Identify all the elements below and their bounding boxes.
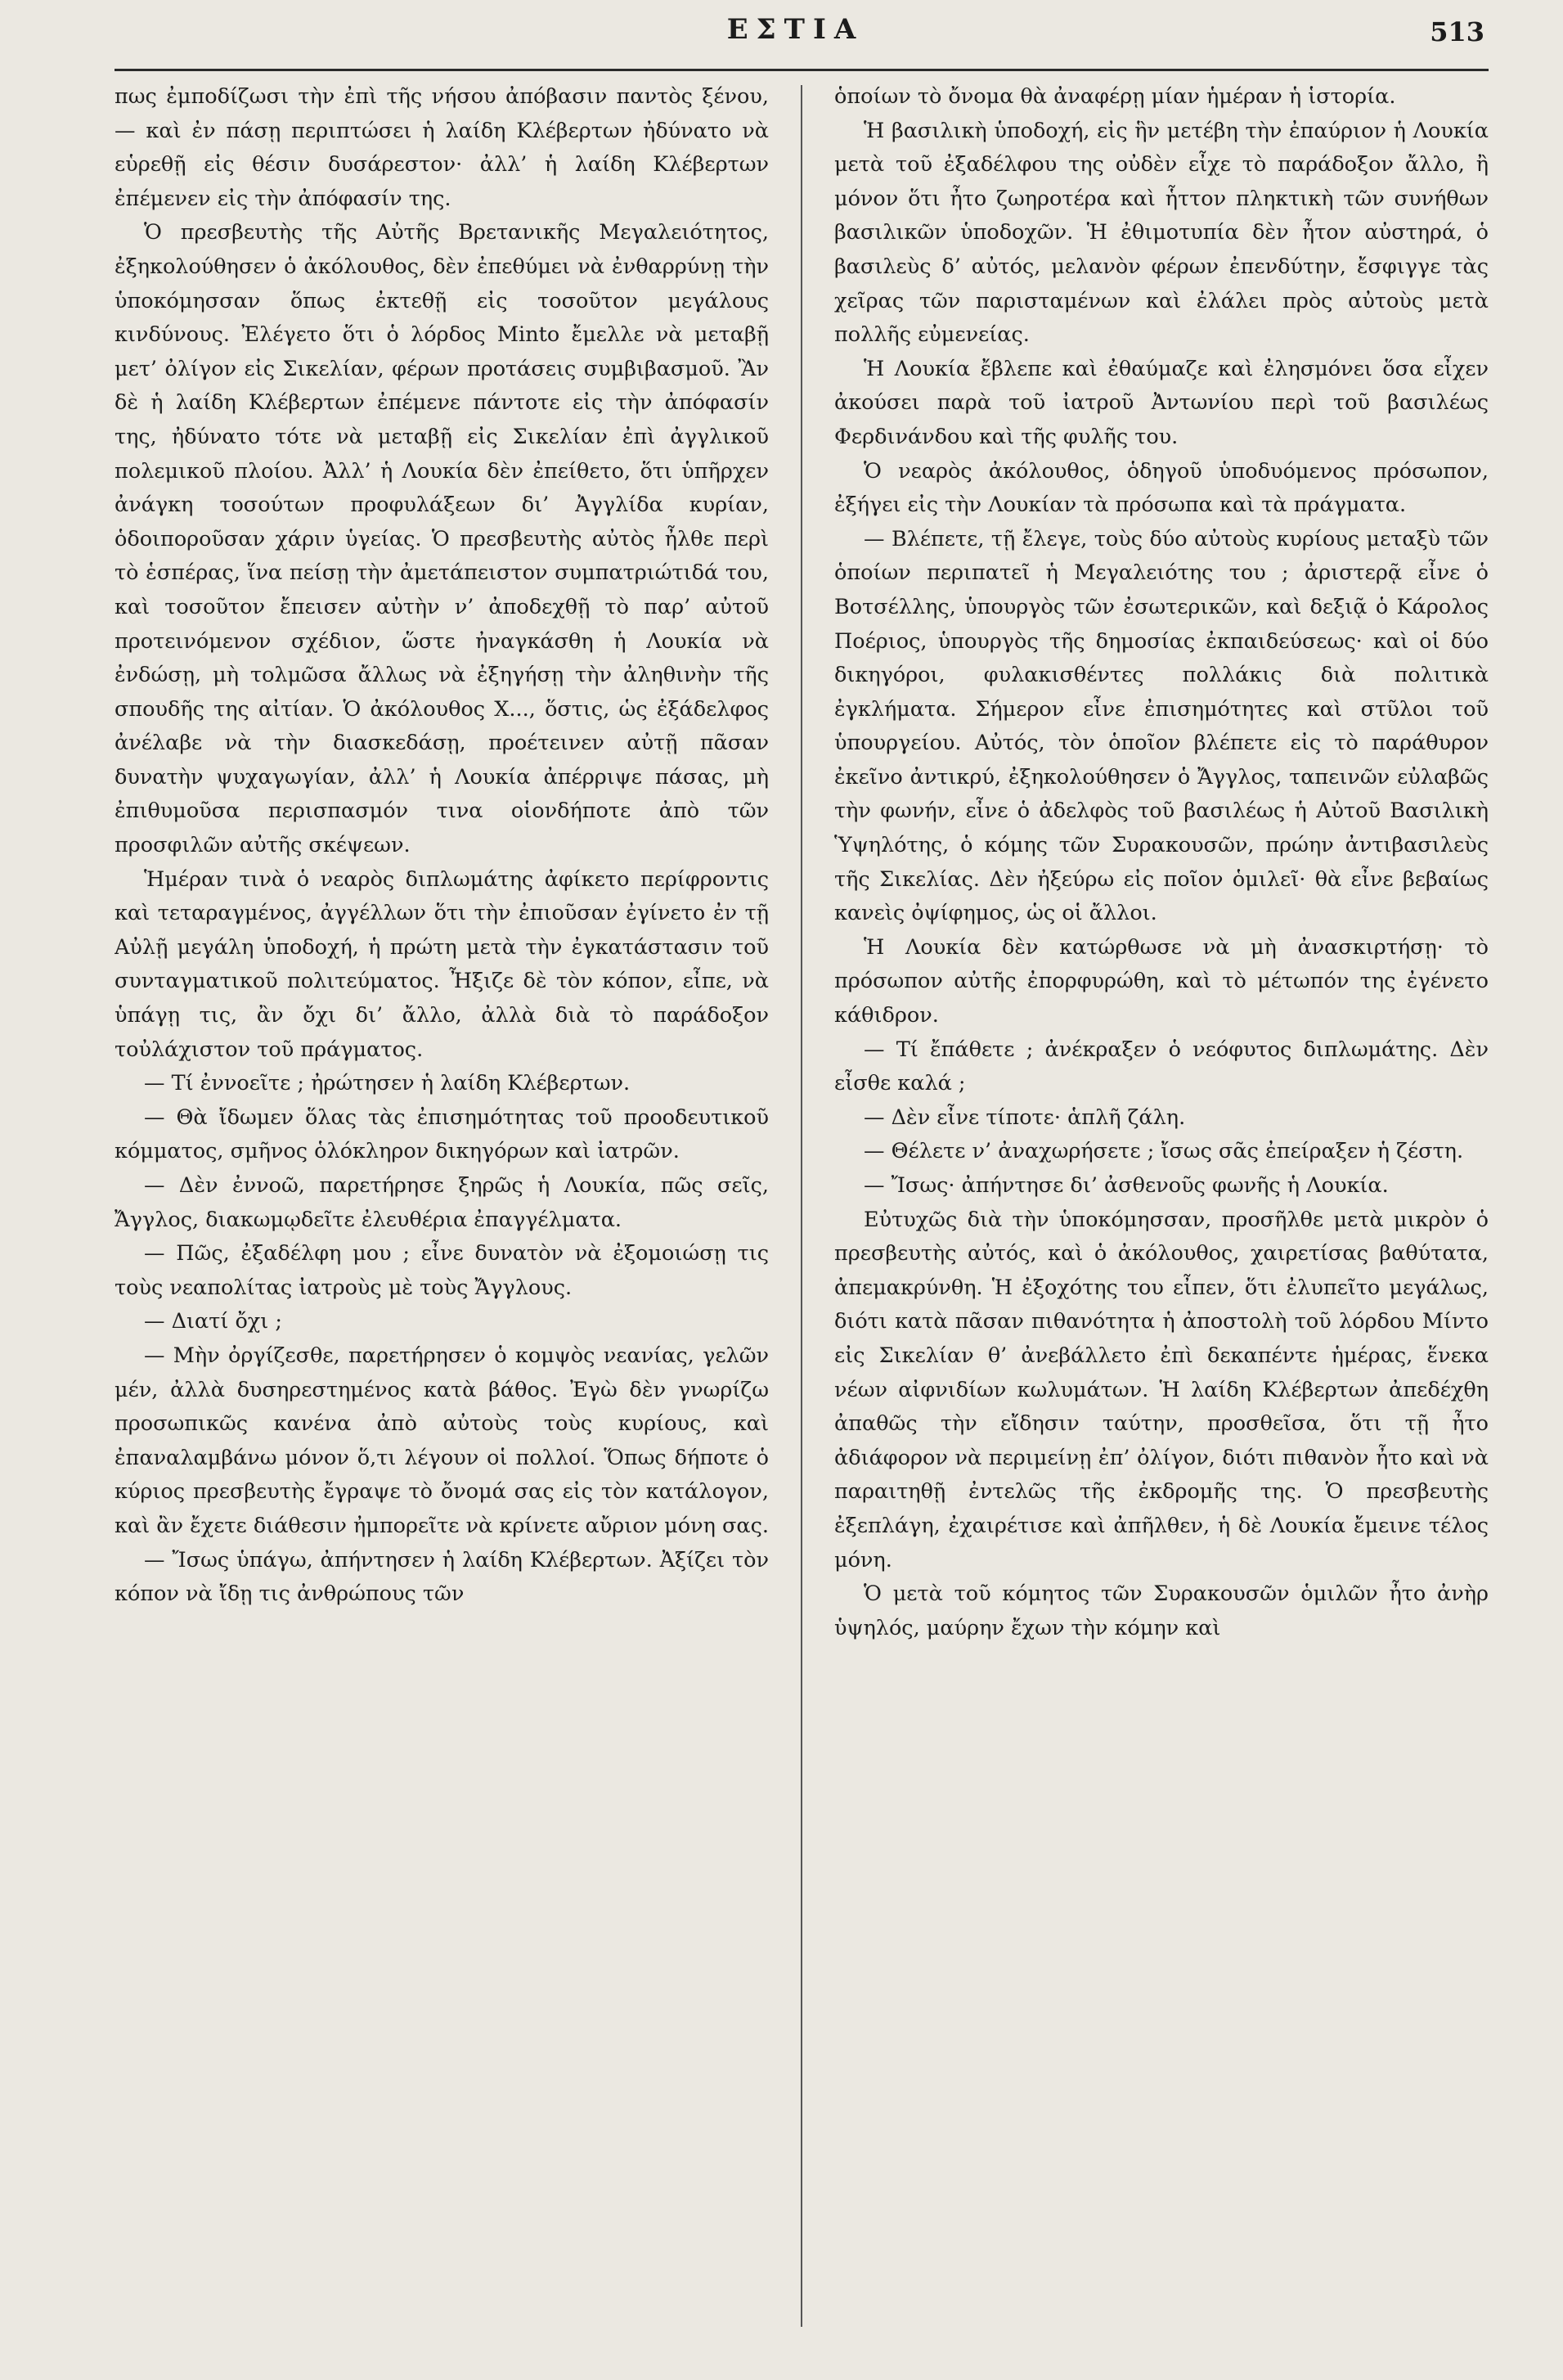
running-head bbox=[106, 7, 1484, 56]
paragraph: Ὁ πρεσβευτὴς τῆς Αὐτῆς Βρετανικῆς Μεγαλειότητος, ἐξηκολούθησεν ὁ ἀκόλουθος, δὲν ἐπεθύμει νὰ ἐνθαρρύνῃ τὴν ὑποκόμησσαν ὅπως ἐκτεθῇ εἰς τοσοῦτον μεγάλους κινδύνους. Ἐλέγετο ὅτι ὁ λόρδος Minto ἔμελλε νὰ μεταβῇ μετ’ ὀλίγον εἰς Σικελίαν, φέρων προτάσεις συμβιβασμοῦ. Ἂν δὲ ἡ λαίδη Κλέβερτων ἐπέμενε πάντοτε εἰς τὴν ἀπόφασίν της, ἠδύνατο τότε νὰ μεταβῇ εἰς Σικελίαν ἐπὶ ἀγγλικοῦ πολεμικοῦ πλοίου. Ἀλλ’ ἡ Λουκία δὲν ἐπείθετο, ὅτι ὑπῆρχεν ἀνάγκη τοσούτων προφυλάξεων δι’ Ἀγγλίδα κυρίαν, ὁδοιποροῦσαν χάριν ὑγείας. Ὁ πρεσβευτὴς αὐτὸς ἦλθε περὶ τὸ ἑσπέρας, ἵνα πείσῃ τὴν ἀμετάπειστον συμπατριώτιδά του, καὶ τοσοῦτον ἔπεισεν αὐτὴν ν’ ἀποδεχθῇ τὸ παρ’ αὐτοῦ προτεινόμενον σχέδιον, ὥστε ἠναγκάσθη ἡ Λουκία νὰ ἐνδώσῃ, μὴ τολμῶσα ἄλλως νὰ ἐξηγήσῃ τὴν ἀληθινὴν τῆς σπουδῆς της αἰτίαν. Ὁ ἀκόλουθος Χ..., ὅστις, ὡς ἐξάδελφος ἀνέλαβε νὰ τὴν διασκεδάσῃ, προέτεινεν αὐτῇ πᾶσαν δυνατὴν ψυχαγωγίαν, ἀλλ’ ἡ Λουκία ἀπέρριψε πάσας, μὴ ἐπιθυμοῦσα περισπασμόν τινα οἱονδήποτε ἀπὸ τῶν προσφιλῶν αὐτῆς σκέψεων. bbox=[115, 220, 769, 858]
dialogue-line: — Τί ἐννοεῖτε ; ἠρώτησεν ἡ λαίδη Κλέβερτων. bbox=[144, 1071, 631, 1096]
paragraph: Ἡ Λουκία δὲν κατώρθωσε νὰ μὴ ἀνασκιρτήσῃ· τὸ πρόσωπον αὐτῆς ἐπορφυρώθη, καὶ τὸ μέτωπόν της ἐγένετο κάθιδρον. bbox=[834, 934, 1489, 1028]
page-number: 513 bbox=[1430, 16, 1484, 47]
paragraph: Ὁ μετὰ τοῦ κόμητος τῶν Συρακουσῶν ὁμιλῶν ἦτο ἀνὴρ ὑψηλός, μαύρην ἔχων τὴν κόμην καὶ bbox=[834, 1581, 1489, 1640]
dialogue-line: — Τί ἔπάθετε ; ἀνέκραξεν ὁ νεόφυτος διπλωμάτης. Δὲν εἶσθε καλά ; bbox=[834, 1037, 1489, 1096]
paragraph: Ἡ βασιλικὴ ὑποδοχή, εἰς ἣν μετέβη τὴν ἐπαύριον ἡ Λουκία μετὰ τοῦ ἐξαδέλφου της οὐδὲν εἶχε τὸ παράδοξον ἄλλο, ἢ μόνον ὅτι ἦτο ζωηροτέρα καὶ ἧττον πληκτικὴ τῶν συνήθων βασιλικῶν ὑποδοχῶν. Ἡ ἐθιμοτυπία δὲν ἦτον αὐστηρά, ὁ βασιλεὺς δ’ αὐτός, μελανὸν φέρων ἐπενδύτην, ἔσφιγγε τὰς χεῖρας τῶν παρισταμένων καὶ ἐλάλει πρὸς αὐτοὺς μετὰ πολλῆς εὐμενείας. bbox=[834, 118, 1489, 348]
dialogue-line: — Δὲν ἐννοῶ, παρετήρησε ξηρῶς ἡ Λουκία, πῶς σεῖς, Ἄγγλος, διακωμῳδεῖτε ἐλευθέρια ἐπαγγέλματα. bbox=[115, 1173, 769, 1232]
dialogue-line: — Δὲν εἶνε τίποτε· ἁπλῆ ζάλη. bbox=[864, 1105, 1186, 1130]
left-column bbox=[115, 80, 769, 2346]
journal-title: ΕΣΤΙΑ bbox=[726, 13, 865, 46]
text-columns bbox=[115, 80, 1489, 2346]
paragraph: Ὁ νεαρὸς ἀκόλουθος, ὁδηγοῦ ὑποδυόμενος πρόσωπον, ἐξήγει εἰς τὴν Λουκίαν τὰ πρόσωπα καὶ τὰ πράγματα. bbox=[834, 458, 1489, 518]
paragraph: ὁποίων τὸ ὄνομα θὰ ἀναφέρῃ μίαν ἡμέραν ἡ ἱστορία. bbox=[834, 84, 1396, 109]
paragraph: πως ἐμποδίζωσι τὴν ἐπὶ τῆς νήσου ἀπόβασιν παντὸς ξένου, — καὶ ἐν πάσῃ περιπτώσει ἡ λαίδη Κλέβερτων ἠδύνατο νὰ εὑρεθῇ εἰς θέσιν δυσάρεστον· ἀλλ’ ἡ λαίδη Κλέβερτων ἐπέμενεν εἰς τὴν ἀπόφασίν της. bbox=[115, 84, 769, 211]
dialogue-line: — Ἴσως ὑπάγω, ἀπήντησεν ἡ λαίδη Κλέβερτων. Ἀξίζει τὸν κόπον νὰ ἴδῃ τις ἀνθρώπους τῶν bbox=[115, 1547, 769, 1607]
dialogue-line: — Μὴν ὀργίζεσθε, παρετήρησεν ὁ κομψὸς νεανίας, γελῶν μέν, ἀλλὰ δυσηρεστημένος κατὰ βάθος. Ἐγὼ δὲν γνωρίζω προσωπικῶς κανένα ἀπὸ αὐτοὺς τοὺς κυρίους, καὶ ἐπαναλαμβάνω μόνον ὅ,τι λέγουν οἱ πολλοί. Ὅπως δήποτε ὁ κύριος πρεσβευτὴς ἔγραψε τὸ ὄνομά σας εἰς τὸν κατάλογον, καὶ ἂν ἔχετε διάθεσιν ἠμπορεῖτε νὰ κρίνετε αὔριον μόνη σας. bbox=[115, 1343, 769, 1538]
dialogue-line: — Βλέπετε, τῇ ἔλεγε, τοὺς δύο αὐτοὺς κυρίους μεταξὺ τῶν ὁποίων περιπατεῖ ἡ Μεγαλειότης του ; ἀριστερᾷ εἶνε ὁ Βοτσέλλης, ὑπουργὸς τῶν ἐσωτερικῶν, καὶ δεξιᾷ ὁ Κάρολος Ποέριος, ὑπουργὸς τῆς δημοσίας ἐκπαιδεύσεως· καὶ οἱ δύο δικηγόροι, φυλακισθέντες πολλάκις διὰ πολιτικὰ ἐγκλήματα. Σήμερον εἶνε ἐπισημότητες καὶ στῦλοι τοῦ ὑπουργείου. Αὐτός, τὸν ὁποῖον βλέπετε εἰς τὸ παράθυρον ἐκεῖνο ἀντικρύ, ἐξηκολούθησεν ὁ Ἄγγλος, ταπεινῶν εὐλαβῶς τὴν φωνήν, εἶνε ὁ ἀδελφὸς τοῦ βασιλέως ἡ Αὐτοῦ Βασιλικὴ Ὑψηλότης, ὁ κόμης τῶν Συρακουσῶν, πρώην ἀντιβασιλεὺς τῆς Σικελίας. Δὲν ἠξεύρω εἰς ποῖον ὁμιλεῖ· θὰ εἶνε βεβαίως κανεὶς ὀψίφημος, ὡς οἱ ἄλλοι. bbox=[834, 526, 1489, 926]
paragraph: Ἡμέραν τινὰ ὁ νεαρὸς διπλωμάτης ἀφίκετο περίφροντις καὶ τεταραγμένος, ἀγγέλλων ὅτι τὴν ἐπιοῦσαν ἐγίνετο ἐν τῇ Αὐλῇ μεγάλη ὑποδοχή, ἡ πρώτη μετὰ τὴν ἐγκατάστασιν τοῦ συνταγματικοῦ πολιτεύματος. Ἦξιζε δὲ τὸν κόπον, εἶπε, νὰ ὑπάγῃ τις, ἂν ὄχι δι’ ἄλλο, ἀλλὰ διὰ τὸ παράδοξον τοὐλάχιστον τοῦ πράγματος. bbox=[115, 866, 769, 1062]
paragraph: Εὐτυχῶς διὰ τὴν ὑποκόμησσαν, προσῆλθε μετὰ μικρὸν ὁ πρεσβευτὴς αὐτός, καὶ ὁ ἀκόλουθος, χαιρετίσας βαθύτατα, ἀπεμακρύνθη. Ἡ ἐξοχότης του εἶπεν, ὅτι ἐλυπεῖτο μεγάλως, διότι κατὰ πᾶσαν πιθανότητα ἡ ἀποστολὴ τοῦ λόρδου Μίντο εἰς Σικελίαν θ’ ἀνεβάλλετο ἐπὶ δεκαπέντε ἡμέρας, ἕνεκα νέων αἰφνιδίων κωλυμάτων. Ἡ λαίδη Κλέβερτων ἀπεδέχθη ἀπαθῶς τὴν εἴδησιν ταύτην, προσθεῖσα, ὅτι τῇ ἦτο ἀδιάφορον νὰ περιμείνῃ ἐπ’ ὀλίγον, διότι πιθανὸν ἦτο καὶ νὰ παραιτηθῇ ἐντελῶς τῆς ἐκδρομῆς της. Ὁ πρεσβευτὴς ἐξεπλάγη, ἐχαιρέτισε καὶ ἀπῆλθεν, ἡ δὲ Λουκία ἔμεινε τέλος μόνη. bbox=[834, 1207, 1489, 1572]
dialogue-line: — Διατί ὄχι ; bbox=[144, 1309, 282, 1334]
dialogue-line: — Ἴσως· ἀπήντησε δι’ ἀσθενοῦς φωνῆς ἡ Λουκία. bbox=[864, 1173, 1389, 1198]
header-rule bbox=[115, 69, 1489, 71]
dialogue-line: — Θέλετε ν’ ἀναχωρήσετε ; ἴσως σᾶς ἐπείραξεν ἡ ζέστη. bbox=[864, 1139, 1464, 1164]
dialogue-line: — Πῶς, ἐξαδέλφη μου ; εἶνε δυνατὸν νὰ ἐξομοιώσῃ τις τοὺς νεαπολίτας ἰατροὺς μὲ τοὺς Ἄγγλους. bbox=[115, 1241, 769, 1300]
column-divider bbox=[801, 85, 802, 2327]
paragraph: Ἡ Λουκία ἔβλεπε καὶ ἐθαύμαζε καὶ ἐλησμόνει ὅσα εἶχεν ἀκούσει παρὰ τοῦ ἰατροῦ Ἀντωνίου περὶ τοῦ βασιλέως Φερδινάνδου καὶ τῆς φυλῆς του. bbox=[834, 356, 1489, 449]
right-column bbox=[834, 80, 1489, 2346]
dialogue-line: — Θὰ ἴδωμεν ὅλας τὰς ἐπισημότητας τοῦ προοδευτικοῦ κόμματος, σμῆνος ὁλόκληρον δικηγόρων καὶ ἰατρῶν. bbox=[115, 1105, 769, 1164]
